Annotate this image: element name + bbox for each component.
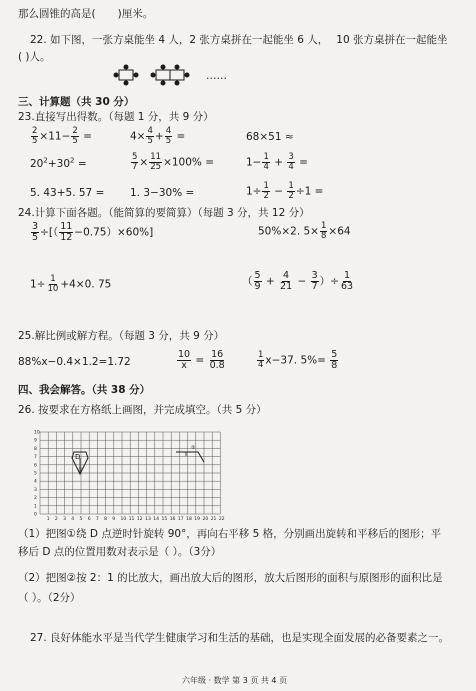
q22-ellipsis: ……	[206, 70, 227, 82]
q27-text: 27. 良好体能水平是当代学生健康学习和生活的基础，也是实现全面发展的必备要素之一。	[30, 632, 450, 644]
grid-x-tick: 15	[161, 517, 168, 522]
q25-eq-3: $\frac{1}{4}$ x−37. 5%= $\frac{5}{8}$	[258, 349, 338, 371]
q24-title: 24.计算下面各题。（能简算的要简算）（每题 3 分，共 12 分）	[18, 207, 310, 219]
single-table	[119, 70, 133, 80]
q26-part2-line2: （ ）。（2分）	[18, 592, 81, 604]
q26-part2-line1: （2）把图②按 2：1 的比放大，画出放大后的图形，放大后图形的面积与原图形的面积比是	[18, 572, 443, 584]
q21-continuation: 那么圆锥的高是( )厘米。	[18, 8, 154, 20]
q23-item-7: 5. 43+5. 57 =	[30, 187, 105, 199]
q26-title: 26. 按要求在方格纸上画图，并完成填空。（共 5 分）	[18, 404, 267, 416]
grid-y-tick: 10	[34, 430, 40, 436]
grid-x-tick: 17	[177, 517, 184, 522]
q23-item-2: 4× $\frac{4}{5}$ + $\frac{4}{5}$ =	[130, 126, 186, 146]
q25-eq-2: $\frac{10}{x}$ = $\frac{16}{0.8}$	[178, 349, 225, 371]
grid-x-tick: 8	[104, 517, 107, 522]
grid-x-tick: 12	[136, 517, 143, 522]
grid-x-tick: 6	[87, 517, 91, 522]
grid-x-tick: 13	[145, 517, 151, 522]
section-3-title: 三、计算题（共 30 分）	[18, 96, 135, 108]
q24-expr-2: 50%×2. 5× $\frac{1}{8}$ ×64	[258, 221, 351, 241]
grid-x-tick: 9	[112, 517, 116, 522]
grid-y-tick: 4	[34, 479, 37, 485]
grid-x-tick: 21	[210, 517, 217, 522]
q26-part1-line1: （1）把图①绕 D 点逆时针旋转 90°，再向右平移 5 格，分别画出旋转和平移后的图形；平	[18, 528, 442, 540]
grid-y-tick: 0	[34, 512, 37, 518]
label-figure-1: ①	[78, 467, 83, 473]
grid-y-tick: 8	[34, 446, 37, 452]
grid-x-tick: 3	[63, 517, 66, 522]
section-4-title: 四、我会解答。（共 38 分）	[18, 384, 151, 396]
q24-expr-1: $\frac{3}{5}$ ÷[（ $\frac{11}{12}$ −0.75）×60%]	[32, 221, 154, 243]
grid-y-tick: 5	[34, 471, 37, 477]
q23-item-1: $\frac{2}{5}$ ×11− $\frac{2}{5}$ =	[32, 126, 92, 146]
grid-paper	[34, 430, 424, 524]
q23-title: 23.直接写出得数。（每题 1 分，共 9 分）	[18, 111, 214, 123]
q23-item-3: 68×51 ≈	[246, 131, 294, 143]
label-point-d: D	[75, 453, 81, 461]
q23-item-6: 1− $\frac{1}{4}$ + $\frac{3}{4}$ =	[246, 152, 308, 172]
q26-part1-line2: 移后 D 点的位置用数对表示是（ ）。（3分）	[18, 546, 222, 558]
grid-x-tick: 14	[153, 517, 160, 522]
grid-x-tick: 2	[54, 517, 58, 522]
q25-title: 25.解比例或解方程。（每题 3 分，共 9 分）	[18, 330, 225, 342]
q24-expr-3: 1÷ $\frac{1}{10}$ +4×0. 75	[30, 274, 112, 294]
grid-x-tick: 18	[186, 517, 192, 522]
grid-x-tick: 11	[128, 517, 135, 522]
q23-item-8: 1. 3−30% =	[130, 187, 195, 199]
figure-2-triangle	[176, 452, 204, 462]
grid-y-tick: 9	[34, 438, 37, 444]
grid-y-tick: 7	[34, 455, 37, 461]
q25-eq-1: 88%x−0.4×1.2=1.72	[18, 356, 131, 368]
q22-line2: ( )人。	[18, 51, 51, 63]
grid-x-tick: 22	[218, 517, 225, 522]
grid-x-tick: 10	[120, 517, 127, 522]
grid-x-tick: 1	[46, 517, 50, 522]
label-figure-2: ②	[191, 445, 196, 451]
page-footer: 六年级 · 数学 第 3 页 共 4 页	[182, 676, 288, 685]
double-table-left	[156, 70, 170, 80]
table-diagram	[110, 64, 210, 86]
q23-item-9: 1÷ $\frac{1}{2}$ − $\frac{1}{2}$ ÷1 =	[246, 181, 324, 201]
grid-x-tick: 5	[79, 517, 83, 522]
q24-expr-4: （ $\frac{5}{9}$ + $\frac{4}{21}$ − $\frac{3}{7}$ ）÷ $\frac{1}{63}$	[242, 270, 354, 292]
grid-x-tick: 16	[169, 517, 176, 522]
grid-y-tick: 3	[34, 487, 37, 493]
grid-y-tick: 6	[34, 463, 37, 469]
grid-x-tick: 4	[71, 517, 75, 522]
double-table-right	[170, 70, 184, 80]
grid-x-tick: 19	[194, 517, 201, 522]
q22-line1: 22. 如下图，一张方桌能坐 4 人，2 张方桌拼在一起能坐 6 人， 10 张方桌拼在一起能坐	[30, 34, 448, 46]
grid-y-tick: 1	[34, 504, 37, 510]
grid-y-tick: 2	[34, 496, 37, 502]
grid-x-tick: 7	[95, 517, 99, 522]
q23-item-5: $\frac{5}{7}$ × $\frac{11}{25}$ ×100% =	[132, 152, 215, 172]
grid-x-tick: 20	[202, 517, 209, 522]
q23-item-4: $20^2+30^2$ =	[30, 156, 87, 170]
